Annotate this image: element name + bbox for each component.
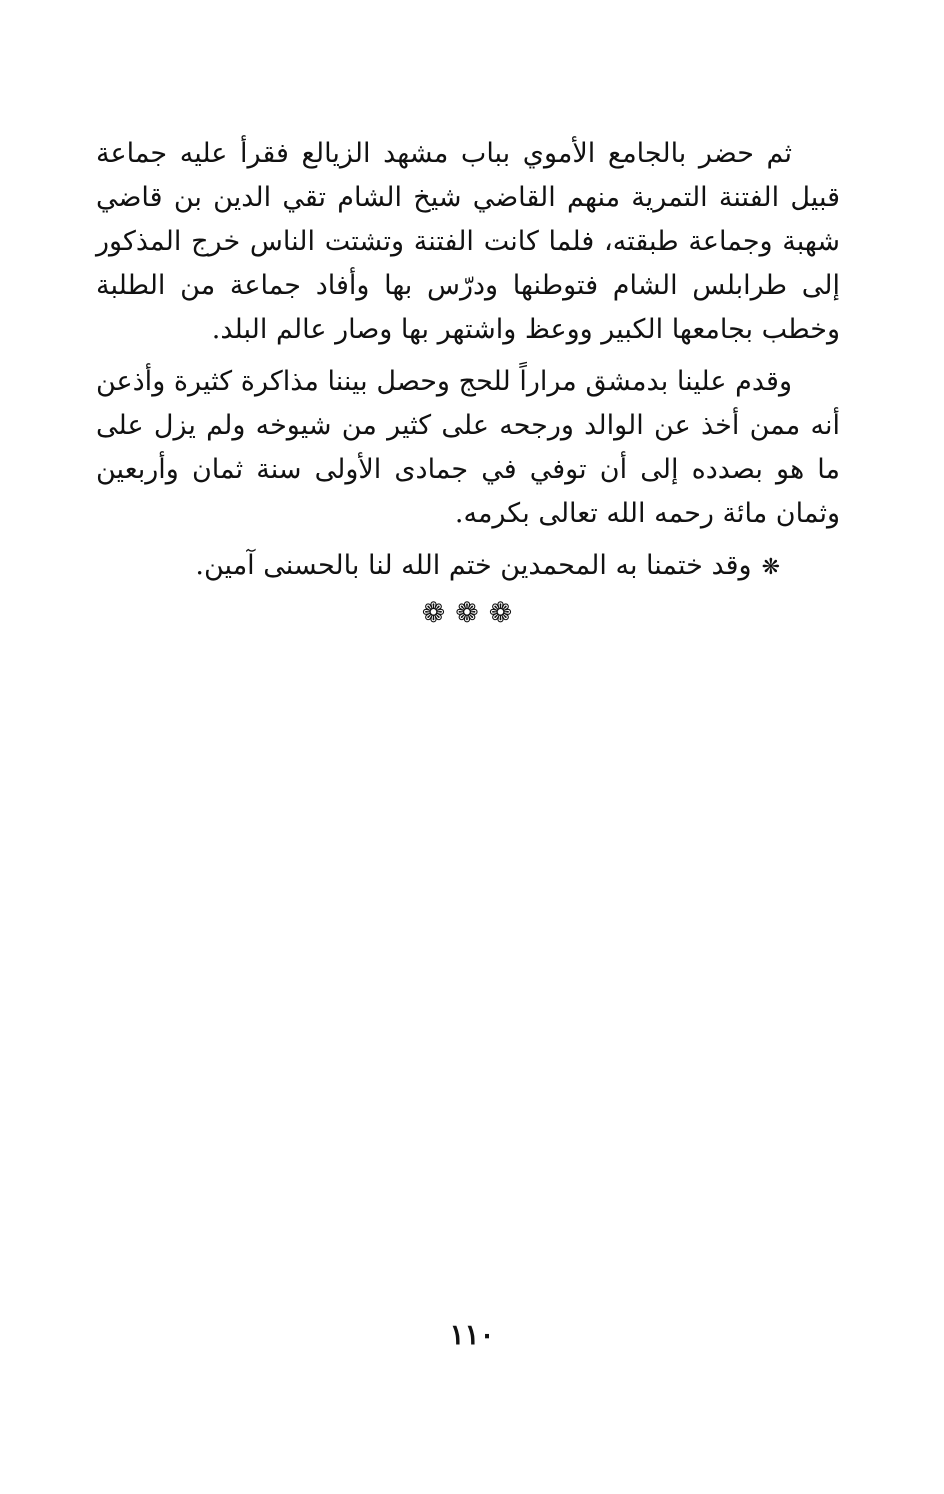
star-marker-icon: ❋ — [761, 555, 780, 580]
closing-line — [96, 544, 840, 590]
section-end-ornaments: ❁❁❁ — [421, 596, 523, 629]
paragraph-2: وقدم علينا بدمشق مراراً للحج وحصل بيننا مذاكرة كثيرة وأذعن أنه ممن أخذ عن الوالد ورجحه على كثير من شيوخه ولم يزل على ما هو بصدده إلى أن توفي في جمادى الأولى سنة ثمان وأربعين وثمان مائة رحمه الله تعالى بكرمه. — [96, 366, 840, 529]
page-body — [96, 132, 840, 590]
closing-text: وقد ختمنا به المحمدين ختم الله لنا بالحسنى آمين. — [195, 550, 752, 581]
paragraph-1: ثم حضر بالجامع الأموي بباب مشهد الزيالع فقرأ عليه جماعة قبيل الفتنة التمرية منهم القاضي شيخ الشام تقي الدين بن قاضي شهبة وجماعة طبقته، فلما كانت الفتنة وتشتت الناس خرج المذكور إلى طرابلس الشام فتوطنها ودرّس بها وأفاد جماعة من الطلبة وخطب بجامعها الكبير ووعظ واشتهر بها وصار عالم البلد. — [96, 138, 840, 345]
page-number: ١١٠ — [449, 1318, 495, 1351]
